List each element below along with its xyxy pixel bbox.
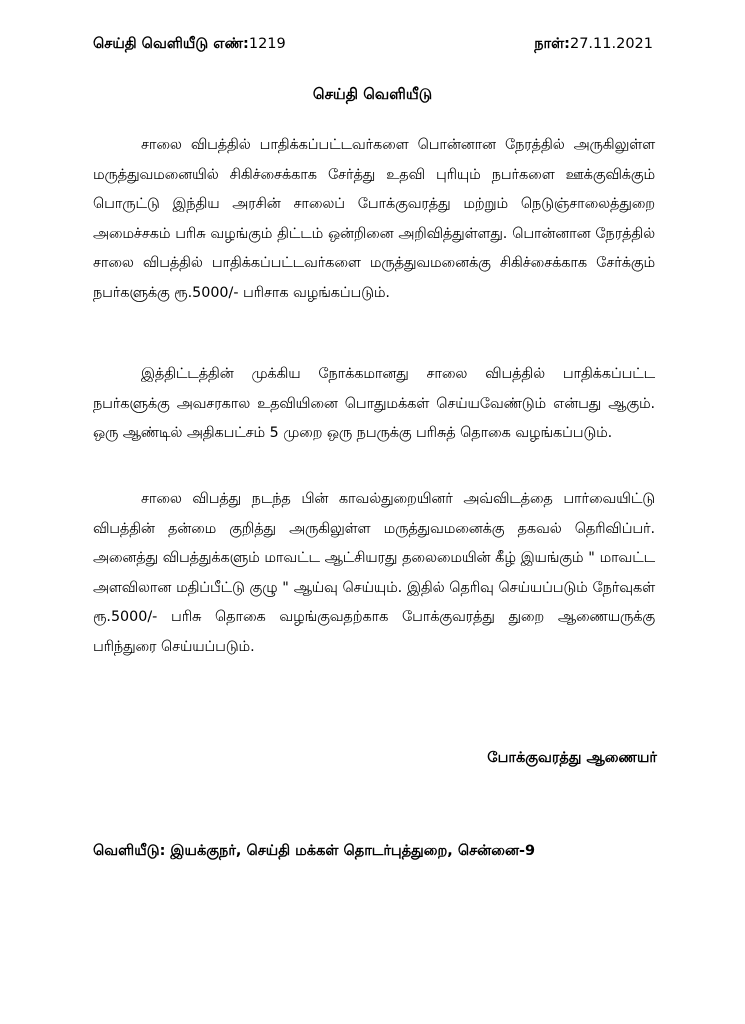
paragraph-1-text: சாலை விபத்தில் பாதிக்கப்பட்டவர்களை பொன்னான நேரத்தில் அருகிலுள்ள மருத்துவமனையில் சிகிச்சைக்காக சேர்த்து உதவி புரியும் நபர்களை ஊக்குவிக்கும் பொருட்டு இந்திய அரசின் சாலைப் போக்குவரத்து மற்றும் நெடுஞ்சாலைத்துறை அமைச்சகம் பரிசு வழங்கும் திட்டம் ஒன்றினை அறிவித்துள்ளது. பொன்னான நேரத்தில் சாலை விபத்தில் பாதிக்கப்பட்டவர்களை மருத்துவமனைக்கு சிகிச்சைக்காக சேர்க்கும் நபர்களுக்கு ரூ.5000/- பரிசாக வழங்கப்படும்.	[93, 137, 655, 301]
paragraph-3	[93, 485, 655, 663]
release-number-label: செய்தி வெளியீடு எண்:	[93, 36, 249, 52]
release-number-line	[93, 36, 286, 54]
paragraph-3-text: சாலை விபத்து நடந்த பின் காவல்துறையினர் அவ்விடத்தை பார்வையிட்டு விபத்தின் தன்மை குறித்து அருகிலுள்ள மருத்துவமனைக்கு தகவல் தெரிவிப்பர். அனைத்து விபத்துக்களும் மாவட்ட ஆட்சியரது தலைமையின் கீழ் இயங்கும் " மாவட்ட அளவிலான மதிப்பீட்டு குழு " ஆய்வு செய்யும். இதில் தெரிவு செய்யப்படும் நேர்வுகள் ரூ.5000/- பரிசு தொகை வழங்குவதற்காக போக்குவரத்து துறை ஆணையருக்கு பரிந்துரை செய்யப்படும்.	[93, 491, 655, 655]
release-number-value: 1219	[248, 36, 286, 52]
release-date-line	[534, 36, 653, 54]
paragraph-2-text: இத்திட்டத்தின் முக்கிய நோக்கமானது சாலை விபத்தில் பாதிக்கப்பட்ட நபர்களுக்கு அவசரகால உதவியினை பொதுமக்கள் செய்யவேண்டும் என்பது ஆகும். ஒரு ஆண்டில் அதிகபட்சம் 5 முறை ஒரு நபருக்கு பரிசுத் தொகை வழங்கப்படும்.	[93, 366, 655, 442]
signatory-title: போக்குவரத்து ஆணையர்	[487, 750, 657, 766]
publisher-footer: வெளியீடு: இயக்குநர், செய்தி மக்கள் தொடர்புத்துறை, சென்னை-9	[93, 843, 536, 859]
release-date-label: நாள்:	[534, 36, 570, 52]
release-date-value: 27.11.2021	[569, 36, 653, 52]
header-row	[93, 36, 653, 58]
document-title: செய்தி வெளியீடு	[312, 85, 433, 103]
paragraph-2	[93, 360, 655, 449]
paragraph-1	[93, 131, 655, 309]
